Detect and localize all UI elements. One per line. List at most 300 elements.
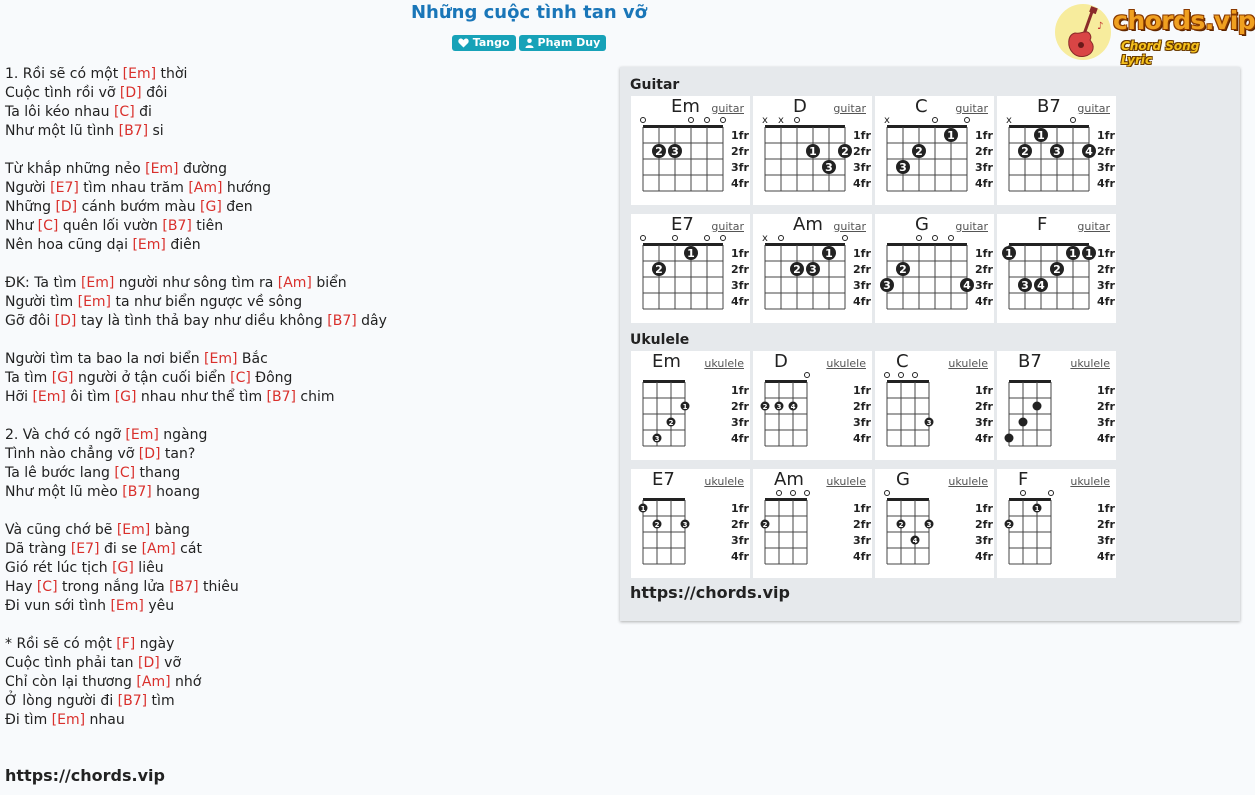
chord-name: G <box>896 469 910 490</box>
ukulele-link[interactable]: ukulele <box>704 475 744 488</box>
lyric-text: Chỉ còn lại thương <box>5 674 137 690</box>
lyric-text: ĐK: Ta tìm <box>5 275 81 291</box>
lyric-text: đường <box>178 161 228 177</box>
fret-label: 4fr <box>975 432 993 445</box>
finger-number: 3 <box>654 435 660 443</box>
finger-number: 3 <box>899 161 907 174</box>
lyric-text: Đông <box>250 370 293 386</box>
chord-link[interactable]: [Em] <box>32 389 66 405</box>
chord-link[interactable]: [Em] <box>77 294 112 310</box>
fret-label: 1fr <box>853 502 871 515</box>
nut <box>1009 498 1051 501</box>
chord-link[interactable]: [F] <box>116 636 136 652</box>
open-string-marker <box>805 373 810 378</box>
user-icon <box>525 38 534 48</box>
ukulele-section-title: Ukulele <box>630 332 690 348</box>
lyric-text: 2. Và chớ có ngỡ <box>5 427 126 443</box>
lyric-text: người như sông tìm ra <box>114 275 278 291</box>
finger-number: 1 <box>1005 247 1013 260</box>
open-string-marker <box>949 236 954 241</box>
tag-artist-label: Phạm Duy <box>537 36 601 49</box>
chord-link[interactable]: [Em] <box>110 598 144 614</box>
finger-number: 1 <box>809 145 817 158</box>
open-string-marker <box>641 118 646 123</box>
fret-label: 1fr <box>731 247 749 260</box>
ukulele-chord-d[interactable] <box>753 351 872 460</box>
lyric-line <box>5 312 605 331</box>
lyric-line <box>5 274 605 293</box>
lyric-text: Dã tràng <box>5 541 71 557</box>
fret-label: 2fr <box>975 400 993 413</box>
heart-icon <box>458 38 469 48</box>
ukulele-chord-e7[interactable] <box>631 469 750 578</box>
fret-label: 4fr <box>853 432 871 445</box>
fret-label: 3fr <box>731 416 749 429</box>
finger-number: 4 <box>1037 279 1045 292</box>
fret-label: 3fr <box>731 161 749 174</box>
nut <box>1009 380 1051 383</box>
lyric-text: dây <box>356 313 387 329</box>
guitar-chord-g[interactable] <box>875 214 994 323</box>
fret-label: 2fr <box>731 400 749 413</box>
fret-label: 3fr <box>731 279 749 292</box>
lyric-line <box>5 559 605 578</box>
chord-link[interactable]: [Em] <box>125 427 159 443</box>
lyric-line <box>5 445 605 464</box>
finger-number: 3 <box>682 521 688 529</box>
nut <box>1009 125 1089 128</box>
open-string-marker <box>777 491 782 496</box>
finger-number: 1 <box>1069 247 1077 260</box>
guitar-link[interactable]: guitar <box>1077 220 1110 233</box>
lyric-line <box>5 597 605 616</box>
chord-name: D <box>774 351 788 372</box>
lyric-text: Hay <box>5 579 37 595</box>
finger-number: 2 <box>915 145 923 158</box>
chord-link[interactable]: [C] <box>37 218 59 234</box>
chord-link[interactable]: [B7] <box>327 313 357 329</box>
finger-number: 3 <box>1021 279 1029 292</box>
lyric-line <box>5 84 605 103</box>
lyric-line <box>5 673 605 692</box>
chord-link[interactable]: [C] <box>113 104 135 120</box>
ukulele-link[interactable]: ukulele <box>948 357 988 370</box>
lyric-text: đi se <box>99 541 142 557</box>
finger-number: 3 <box>809 263 817 276</box>
blank-line <box>5 331 605 350</box>
fret-label: 3fr <box>1097 534 1115 547</box>
chord-link[interactable]: [Am] <box>188 180 223 196</box>
lyric-text: hướng <box>222 180 271 196</box>
finger-number: 3 <box>926 521 932 529</box>
guitar-link[interactable]: guitar <box>1077 102 1110 115</box>
nut <box>887 498 929 501</box>
chord-link[interactable]: [B7] <box>169 579 199 595</box>
chord-link[interactable]: [Am] <box>136 674 171 690</box>
fret-label: 1fr <box>731 502 749 515</box>
blank-line <box>5 502 605 521</box>
guitar-chord-am[interactable] <box>753 214 872 323</box>
finger-number: 4 <box>1085 145 1093 158</box>
lyric-text: cát <box>175 541 202 557</box>
lyric-text: Cuộc tình rồi vỡ <box>5 85 120 101</box>
lyric-line <box>5 540 605 559</box>
fret-label: 4fr <box>1097 177 1115 190</box>
nut <box>765 380 807 383</box>
guitar-chord-e7[interactable] <box>631 214 750 323</box>
lyric-text: tay là tình thả bay như diều không <box>76 313 328 329</box>
lyrics-body <box>5 65 605 730</box>
fret-label: 1fr <box>1097 384 1115 397</box>
lyric-text: tan? <box>160 446 196 462</box>
ukulele-chord-c[interactable] <box>875 351 994 460</box>
lyric-line <box>5 521 605 540</box>
fret-label: 4fr <box>731 550 749 563</box>
open-string-marker <box>933 236 938 241</box>
lyric-text: Đi vun sới tình <box>5 598 111 614</box>
chord-link[interactable]: [B7] <box>118 123 149 139</box>
fret-label: 2fr <box>853 263 871 276</box>
fret-label: 1fr <box>1097 502 1115 515</box>
lyric-text: Như một lũ tình <box>5 123 119 139</box>
open-string-marker <box>791 491 796 496</box>
finger-dot <box>1005 434 1014 443</box>
open-string-marker <box>843 236 848 241</box>
chord-name: F <box>1018 469 1029 490</box>
lyric-text: Cuộc tình phải tan <box>5 655 139 671</box>
lyric-line <box>5 369 605 388</box>
chord-link[interactable]: [D] <box>55 199 78 215</box>
lyric-text: Ở lòng người đi <box>5 693 118 709</box>
finger-number: 4 <box>790 403 796 411</box>
fret-label: 4fr <box>853 295 871 308</box>
fret-label: 1fr <box>853 384 871 397</box>
fret-label: 2fr <box>975 145 993 158</box>
lyric-text: tìm nhau trăm <box>78 180 189 196</box>
finger-number: 2 <box>841 145 849 158</box>
fret-label: 2fr <box>731 518 749 531</box>
lyric-line <box>5 483 605 502</box>
chord-link[interactable]: [C] <box>36 579 58 595</box>
lyric-text: nhau như thể tìm <box>136 389 267 405</box>
finger-number: 3 <box>1053 145 1061 158</box>
chord-link[interactable]: [D] <box>138 446 161 462</box>
lyric-text: thời <box>156 66 188 82</box>
fret-label: 3fr <box>853 534 871 547</box>
fret-label: 3fr <box>853 279 871 292</box>
site-logo[interactable] <box>1053 3 1255 67</box>
lyric-text: đi <box>134 104 152 120</box>
chord-link[interactable]: [B7] <box>122 484 152 500</box>
chord-link[interactable]: [Em] <box>132 237 166 253</box>
finger-dot <box>1033 402 1042 411</box>
lyric-text: Ta lôi kéo nhau <box>5 104 114 120</box>
chord-link[interactable]: [Em] <box>204 351 238 367</box>
lyric-text: bàng <box>150 522 190 538</box>
chord-link[interactable]: [B7] <box>117 693 148 709</box>
finger-number: 3 <box>825 161 833 174</box>
ukulele-chord-g[interactable] <box>875 469 994 578</box>
lyric-text: trong nắng lửa <box>57 579 170 595</box>
finger-number: 3 <box>883 279 891 292</box>
fret-label: 4fr <box>1097 550 1115 563</box>
open-string-marker <box>885 491 890 496</box>
lyric-text: nhớ <box>170 674 202 690</box>
fret-label: 1fr <box>731 129 749 142</box>
ukulele-chord-b7[interactable] <box>997 351 1116 460</box>
fret-label: 4fr <box>853 550 871 563</box>
chord-name: G <box>915 214 929 235</box>
fret-label: 1fr <box>853 129 871 142</box>
finger-number: 1 <box>640 505 646 513</box>
tag-genre-label: Tango <box>472 36 510 49</box>
fret-label: 4fr <box>853 177 871 190</box>
finger-number: 2 <box>762 403 768 411</box>
lyric-text: Bắc <box>237 351 268 367</box>
lyric-line <box>5 65 605 84</box>
blank-line <box>5 141 605 160</box>
ukulele-chord-em[interactable] <box>631 351 750 460</box>
fret-label: 1fr <box>1097 247 1115 260</box>
open-string-marker <box>721 118 726 123</box>
lyric-text: tiên <box>191 218 224 234</box>
chord-link[interactable]: [Em] <box>51 712 86 728</box>
chord-name: B7 <box>1037 96 1061 117</box>
panel-url[interactable]: https://chords.vip <box>630 583 790 602</box>
finger-number: 1 <box>1037 129 1045 142</box>
lyric-text: biển <box>311 275 347 291</box>
svg-text:♪: ♪ <box>1097 21 1104 32</box>
lyric-text: đôi <box>141 85 168 101</box>
lyric-line <box>5 103 605 122</box>
fret-label: 2fr <box>975 518 993 531</box>
fret-label: 2fr <box>853 400 871 413</box>
nut <box>643 125 723 128</box>
lyric-text: Đi tìm <box>5 712 52 728</box>
lyric-line <box>5 426 605 445</box>
finger-number: 2 <box>899 263 907 276</box>
chord-link[interactable]: [Em] <box>116 522 151 538</box>
muted-string-marker: x <box>762 233 768 244</box>
site-url[interactable]: https://chords.vip <box>5 766 165 785</box>
guitar-chord-d[interactable] <box>753 96 872 205</box>
finger-number: 2 <box>1053 263 1061 276</box>
lyric-line <box>5 122 605 141</box>
open-string-marker <box>913 373 918 378</box>
fret-label: 1fr <box>853 247 871 260</box>
finger-number: 2 <box>655 263 663 276</box>
chord-name: C <box>896 351 909 372</box>
lyric-text: người ở tận cuối biển <box>73 370 231 386</box>
fret-label: 4fr <box>975 177 993 190</box>
lyric-line <box>5 198 605 217</box>
chord-link[interactable]: [Em] <box>122 66 157 82</box>
finger-number: 2 <box>668 419 674 427</box>
chord-name: Em <box>671 96 700 117</box>
fret-label: 4fr <box>975 295 993 308</box>
ukulele-link[interactable]: ukulele <box>826 357 866 370</box>
muted-string-marker: x <box>778 115 784 126</box>
open-string-marker <box>795 118 800 123</box>
lyric-text: 1. Rồi sẽ có một <box>5 66 123 82</box>
lyric-text: tìm <box>147 693 175 709</box>
chord-name: Em <box>652 351 681 372</box>
chord-link[interactable]: [E7] <box>50 180 79 196</box>
lyric-text: yêu <box>143 598 175 614</box>
guitar-logo-icon <box>1063 7 1107 59</box>
tag-row <box>0 35 1058 51</box>
guitar-section-title: Guitar <box>630 77 680 93</box>
fret-label: 3fr <box>1097 161 1115 174</box>
fret-label: 2fr <box>731 145 749 158</box>
open-string-marker <box>805 491 810 496</box>
chord-link[interactable]: [E7] <box>70 541 100 557</box>
chord-link[interactable]: [Em] <box>145 161 179 177</box>
fret-label: 2fr <box>853 145 871 158</box>
guitar-chord-c[interactable] <box>875 96 994 205</box>
finger-number: 3 <box>776 403 782 411</box>
chord-link[interactable]: [G] <box>112 560 134 576</box>
tag-genre[interactable] <box>452 35 516 51</box>
open-string-marker <box>899 373 904 378</box>
fret-label: 1fr <box>975 502 993 515</box>
lyric-line <box>5 635 605 654</box>
chord-link[interactable]: [C] <box>230 370 251 386</box>
ukulele-link[interactable]: ukulele <box>948 475 988 488</box>
ukulele-link[interactable]: ukulele <box>826 475 866 488</box>
lyric-text: thang <box>135 465 181 481</box>
chord-link[interactable]: [D] <box>119 85 142 101</box>
lyric-text: si <box>148 123 164 139</box>
guitar-link[interactable]: guitar <box>711 220 744 233</box>
muted-string-marker: x <box>1006 115 1012 126</box>
open-string-marker <box>1071 118 1076 123</box>
chord-link[interactable]: [G] <box>200 199 222 215</box>
guitar-chord-b7[interactable] <box>997 96 1116 205</box>
lyric-line <box>5 388 605 407</box>
open-string-marker <box>779 236 784 241</box>
lyric-line <box>5 217 605 236</box>
muted-string-marker: x <box>884 115 890 126</box>
guitar-link[interactable]: guitar <box>711 102 744 115</box>
fret-label: 4fr <box>731 177 749 190</box>
song-title: Những cuộc tình tan vỡ <box>410 2 648 23</box>
lyric-text: Ta lê bước lang <box>5 465 115 481</box>
finger-number: 4 <box>912 537 918 545</box>
lyric-text: Những <box>5 199 56 215</box>
lyric-text: Người tìm <box>5 294 78 310</box>
nut <box>887 380 929 383</box>
finger-number: 2 <box>898 521 904 529</box>
fret-label: 2fr <box>1097 400 1115 413</box>
lyric-text: ngàng <box>158 427 208 443</box>
open-string-marker <box>641 236 646 241</box>
guitar-link[interactable]: guitar <box>833 220 866 233</box>
logo-subtitle: Chord Song Lyric <box>1121 39 1200 67</box>
chord-link[interactable]: [D] <box>54 313 77 329</box>
fret-label: 4fr <box>1097 432 1115 445</box>
guitar-chord-em[interactable] <box>631 96 750 205</box>
fret-label: 3fr <box>853 161 871 174</box>
open-string-marker <box>885 373 890 378</box>
ukulele-link[interactable]: ukulele <box>1070 475 1110 488</box>
fret-label: 4fr <box>731 432 749 445</box>
chord-link[interactable]: [G] <box>114 389 137 405</box>
chord-link[interactable]: [D] <box>138 655 160 671</box>
fret-label: 2fr <box>1097 263 1115 276</box>
chord-link[interactable]: [Am] <box>277 275 312 291</box>
lyric-text: Gió rét lúc tịch <box>5 560 113 576</box>
open-string-marker <box>1049 491 1054 496</box>
open-string-marker <box>673 236 678 241</box>
lyric-line <box>5 464 605 483</box>
lyric-text: ôi tìm <box>65 389 115 405</box>
ukulele-chord-f[interactable] <box>997 469 1116 578</box>
lyric-text: điên <box>165 237 201 253</box>
nut <box>643 498 685 501</box>
blank-line <box>5 255 605 274</box>
fret-label: 3fr <box>731 534 749 547</box>
lyric-line <box>5 654 605 673</box>
nut <box>765 125 845 128</box>
ukulele-link[interactable]: ukulele <box>1070 357 1110 370</box>
ukulele-chord-am[interactable] <box>753 469 872 578</box>
lyric-text: ngày <box>135 636 175 652</box>
guitar-link[interactable]: guitar <box>955 220 988 233</box>
tag-artist[interactable] <box>519 35 607 51</box>
chord-link[interactable]: [C] <box>114 465 136 481</box>
fret-label: 1fr <box>975 129 993 142</box>
blank-line <box>5 407 605 426</box>
lyric-text: ta như biển ngược về sông <box>111 294 303 310</box>
guitar-link[interactable]: guitar <box>955 102 988 115</box>
finger-dot <box>1019 418 1028 427</box>
chord-link[interactable]: [Am] <box>141 541 176 557</box>
fret-label: 2fr <box>731 263 749 276</box>
lyric-text: Tình nào chẳng vỡ <box>5 446 139 462</box>
guitar-chord-f[interactable] <box>997 214 1116 323</box>
finger-number: 2 <box>655 145 663 158</box>
finger-number: 1 <box>687 247 695 260</box>
nut <box>765 243 845 246</box>
chord-link[interactable]: [B7] <box>266 389 296 405</box>
lyric-text: Và cũng chớ bẽ <box>5 522 117 538</box>
chord-link[interactable]: [G] <box>51 370 74 386</box>
lyric-text: Người tìm ta bao la nơi biển <box>5 351 205 367</box>
lyric-text: Nên hoa cũng dại <box>5 237 133 253</box>
fret-label: 2fr <box>975 263 993 276</box>
lyric-line <box>5 711 605 730</box>
fret-label: 3fr <box>975 161 993 174</box>
ukulele-link[interactable]: ukulele <box>704 357 744 370</box>
lyric-line <box>5 692 605 711</box>
lyric-text: Gỡ đôi <box>5 313 55 329</box>
nut <box>1009 243 1089 246</box>
guitar-link[interactable]: guitar <box>833 102 866 115</box>
lyric-text: thiêu <box>198 579 239 595</box>
open-string-marker <box>705 236 710 241</box>
fret-label: 2fr <box>853 518 871 531</box>
fret-label: 3fr <box>1097 279 1115 292</box>
lyric-line <box>5 293 605 312</box>
lyric-text: hoang <box>151 484 200 500</box>
chord-link[interactable]: [Em] <box>80 275 115 291</box>
fret-label: 4fr <box>1097 295 1115 308</box>
fret-label: 3fr <box>975 279 993 292</box>
muted-string-marker: x <box>762 115 768 126</box>
lyric-line <box>5 578 605 597</box>
chord-link[interactable]: [B7] <box>162 218 192 234</box>
